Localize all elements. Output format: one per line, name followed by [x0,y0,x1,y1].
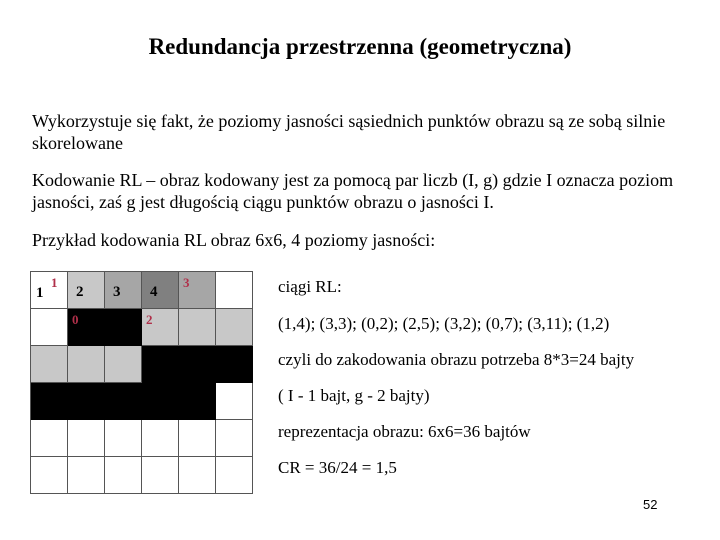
grid-cell-r4-c4 [179,420,216,457]
paragraph-rl-coding: Kodowanie RL – obraz kodowany jest za pomocą par liczb (I, g) gdzie I oznacza poziom jasności, zaś g jest długością ciągu punktów obrazu o jasności I. [32,170,674,212]
grid-cell-r3-c5 [216,383,253,420]
grid-cell-r2-c4 [179,346,216,383]
grid-cell-r1-c4 [179,309,216,346]
paragraph-correlation: Wykorzystuje się fakt, że poziomy jasności sąsiednich punktów obrazu są ze sobą silnie skorelowane [32,111,666,153]
grid-cell-r1-c5 [216,309,253,346]
grid-cell-r2-c5 [216,346,253,383]
grid-cell-r1-c3 [142,309,179,346]
grid-label-r0c3-black: 4 [150,284,158,300]
grid-cell-r3-c2 [105,383,142,420]
pixel-grid [30,271,253,494]
grid-cell-r1-c1 [68,309,105,346]
grid-label-r0c4-red: 3 [183,275,190,290]
grid-cell-r0-c0 [31,272,68,309]
bytes-needed-text: czyli do zakodowania obrazu potrzeba 8*3=24 bajty [278,350,635,369]
grid-cell-r1-c2 [105,309,142,346]
grid-cell-r0-c5 [216,272,253,309]
grid-cell-r3-c1 [68,383,105,420]
grid-label-r0c2-black: 3 [113,284,121,300]
grid-cell-r3-c4 [179,383,216,420]
grid-cell-r5-c1 [68,457,105,494]
grid-cell-r2-c0 [31,346,68,383]
grid-label-r0c1-black: 2 [76,284,84,300]
image-representation-text: reprezentacja obrazu: 6x6=36 bajtów [278,422,531,441]
grid-label-r0c0-black: 1 [36,285,44,301]
grid-cell-r3-c3 [142,383,179,420]
slide-title: Redundancja przestrzenna (geometryczna) [148,34,572,59]
grid-cell-r0-c1 [68,272,105,309]
grid-label-r1c1-red: 0 [72,312,79,327]
grid-cell-r5-c3 [142,457,179,494]
grid-cell-r2-c3 [142,346,179,383]
grid-label-r0c0-red: 1 [51,275,58,290]
bytes-breakdown-text: ( I - 1 bajt, g - 2 bajty) [278,386,430,405]
grid-cell-r3-c0 [31,383,68,420]
grid-cell-r4-c1 [68,420,105,457]
page-number: 52 [643,497,658,512]
compression-ratio-text: CR = 36/24 = 1,5 [278,458,397,477]
grid-cell-r0-c2 [105,272,142,309]
rl-sequences-heading: ciągi RL: [278,277,342,296]
grid-cell-r4-c0 [31,420,68,457]
grid-label-r1c3-red: 2 [146,312,153,327]
grid-cell-r5-c5 [216,457,253,494]
grid-cell-r4-c3 [142,420,179,457]
grid-cell-r1-c0 [31,309,68,346]
grid-cell-r4-c5 [216,420,253,457]
grid-cell-r2-c1 [68,346,105,383]
grid-cell-r2-c2 [105,346,142,383]
paragraph-example: Przykład kodowania RL obraz 6x6, 4 poziomy jasności: [32,230,436,250]
grid-cell-r4-c2 [105,420,142,457]
grid-cell-r5-c2 [105,457,142,494]
grid-cell-r5-c0 [31,457,68,494]
grid-cell-r0-c3 [142,272,179,309]
grid-cell-r0-c4 [179,272,216,309]
grid-cell-r5-c4 [179,457,216,494]
rl-sequences-list: (1,4); (3,3); (0,2); (2,5); (3,2); (0,7); (3,11); (1,2) [278,314,610,333]
